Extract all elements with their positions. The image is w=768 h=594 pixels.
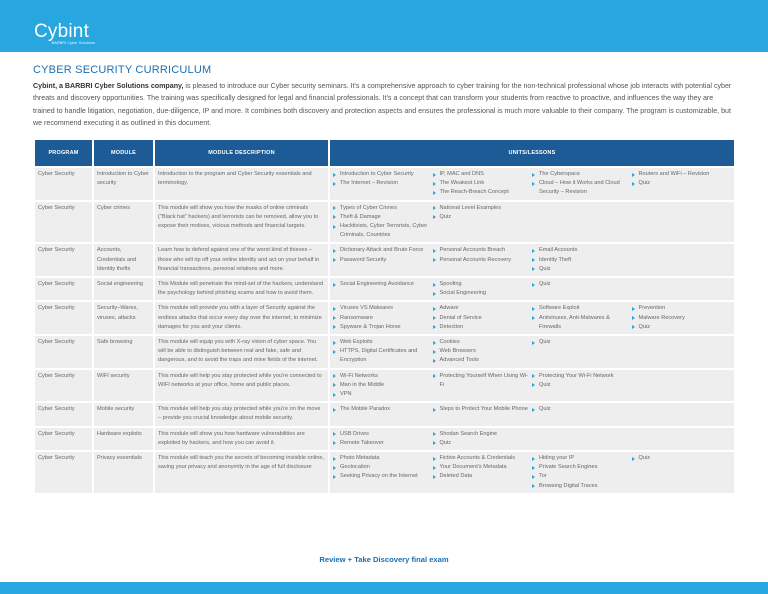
- lesson-column: [433, 338, 533, 366]
- module-cell: Introduction to Cyber security: [94, 168, 153, 200]
- bottom-banner: [0, 582, 768, 594]
- lesson-item: HTTPS, Digital Certificates and Encryption: [333, 347, 433, 365]
- lesson-column: [632, 170, 732, 198]
- units-cell: [330, 302, 734, 334]
- col-header-description: MODULE DESCRIPTION: [155, 140, 328, 166]
- lesson-item: Password Security: [333, 256, 433, 265]
- module-description-cell: This module will help you stay protected while you're connected to WIFI networks at your office, home and public places.: [155, 370, 328, 402]
- units-cell: [330, 278, 734, 300]
- table-row: [35, 202, 734, 243]
- lesson-item: Spyware & Trojan Horse: [333, 323, 433, 332]
- program-cell: Cyber Security: [35, 168, 92, 200]
- lesson-item: Types of Cyber Crimes: [333, 204, 433, 213]
- lesson-item: Quiz: [433, 213, 533, 222]
- lesson-item: Private Search Engines: [532, 463, 632, 472]
- units-cell: [330, 403, 734, 425]
- program-cell: Cyber Security: [35, 370, 92, 402]
- lesson-item: Your Document's Metadata: [433, 463, 533, 472]
- lesson-item: Steps to Protect Your Mobile Phone: [433, 405, 533, 414]
- logo-subtitle: BARBRI Cyber Solutions: [52, 41, 96, 45]
- table-row: [35, 278, 734, 300]
- lesson-item: Introduction to Cyber Security: [333, 170, 433, 179]
- module-description-cell: This Module will penetrate the mind-set of the hackers, understand the psychology behind phishing scams and how to avoid them.: [155, 278, 328, 300]
- lesson-column: [333, 204, 433, 241]
- lesson-column: [532, 430, 632, 448]
- lesson-column: [433, 405, 533, 414]
- lesson-item: USB Drives: [333, 430, 433, 439]
- module-description-cell: This module will show you how the masks of online criminals ("Black hat" hackers) and terrorists can be removed, allow you to expose their motives, vicious methods and financial targets.: [155, 202, 328, 243]
- lesson-item: Quiz: [532, 405, 632, 414]
- lesson-item: Antiviruses, Anti-Malwares & Firewalls: [532, 314, 632, 332]
- table-body: [35, 168, 734, 493]
- module-cell: Social engineering: [94, 278, 153, 300]
- lesson-item: The Cyberspace: [532, 170, 632, 179]
- lesson-item: Quiz: [532, 381, 632, 390]
- lesson-item: Man in the Middle: [333, 381, 433, 390]
- table-row: [35, 370, 734, 402]
- module-cell: Security–Wares, viruses, attacks: [94, 302, 153, 334]
- lesson-item: IP, MAC and DNS: [433, 170, 533, 179]
- lesson-item: Viruses VS Malwares: [333, 304, 433, 313]
- lesson-column: [632, 430, 732, 448]
- lesson-column: [532, 280, 632, 298]
- lesson-item: Detection: [433, 323, 533, 332]
- lesson-column: [532, 405, 632, 414]
- intro-company: Cybint, a BARBRI Cyber Solutions company,: [33, 82, 184, 90]
- module-cell: Hardware exploits: [94, 428, 153, 450]
- lesson-item: Denial of Service: [433, 314, 533, 323]
- lesson-item: Cookies: [433, 338, 533, 347]
- lesson-item: Web Browsers: [433, 347, 533, 356]
- lesson-item: Quiz: [632, 323, 732, 332]
- lesson-item: Theft & Damage: [333, 213, 433, 222]
- lesson-column: [632, 338, 732, 366]
- module-description-cell: This module will provide you with a layer of Security against the endless attacks that occur every day over the internet, to minimize damages for you and your clients.: [155, 302, 328, 334]
- lesson-column: [532, 246, 632, 274]
- lesson-item: Social Engineering Avoidance: [333, 280, 433, 289]
- lesson-item: Seeking Privacy on the Internet: [333, 472, 433, 481]
- module-cell: Safe browsing: [94, 336, 153, 368]
- cybint-logo[interactable]: Cybint: [34, 21, 90, 42]
- lesson-item: Cloud – How it Works and Cloud Security – Revision: [532, 179, 632, 197]
- lesson-item: Fictive Accounts & Credentials: [433, 454, 533, 463]
- lesson-item: Quiz: [532, 338, 632, 347]
- module-description-cell: Introduction to the program and Cyber Security essentials and terminology.: [155, 168, 328, 200]
- lesson-item: Shodan Search Engine: [433, 430, 533, 439]
- table-header-row: [35, 140, 734, 166]
- table-row: [35, 428, 734, 450]
- lesson-item: Tor: [532, 472, 632, 481]
- units-cell: [330, 428, 734, 450]
- lesson-column: [532, 338, 632, 366]
- lesson-column: [333, 170, 433, 198]
- lesson-column: [632, 280, 732, 298]
- lesson-column: [333, 246, 433, 274]
- lesson-item: The Weakest Link: [433, 179, 533, 188]
- col-header-program: PROGRAM: [35, 140, 92, 166]
- lesson-item: Social Engineering: [433, 289, 533, 298]
- module-cell: Cyber crimes: [94, 202, 153, 243]
- intro-text: is pleased to introduce our Cyber security seminars. It's a comprehensive approach to cyber training for the non-technical professional whose job interacts with potential cyber threats and discovery opportunities. The training was specifically designed for legal and financial professionals. It's a concept that can transform your students from reactive to proactive, and influences the way they are trained to handle litigation, negotiation, due-diligence, IP and more. It combines both discovery and protection aspects and ensures the professional is much more valuable to their company. The program is customizable, but we recommend executing it as outlined in this document.: [33, 82, 732, 128]
- lesson-item: Prevention: [632, 304, 732, 313]
- lesson-item: Protecting Yourself When Using Wi-Fi: [433, 372, 533, 390]
- program-cell: Cyber Security: [35, 336, 92, 368]
- lesson-item: Advanced Tools: [433, 356, 533, 365]
- lesson-item: Wi-Fi Networks: [333, 372, 433, 381]
- lesson-column: [433, 372, 533, 400]
- module-description-cell: This module will show you how hardware vulnerabilities are exploited by hackers, and how you can avoid it.: [155, 428, 328, 450]
- module-cell: WIFI security: [94, 370, 153, 402]
- lesson-column: [433, 170, 533, 198]
- program-cell: Cyber Security: [35, 278, 92, 300]
- units-cell: [330, 202, 734, 243]
- lesson-column: [433, 204, 533, 241]
- lesson-column: [532, 454, 632, 491]
- program-cell: Cyber Security: [35, 202, 92, 243]
- lesson-item: Spoofing: [433, 280, 533, 289]
- intro-paragraph: [33, 80, 735, 130]
- lesson-item: Dictionary Attack and Brute Force: [333, 246, 433, 255]
- lesson-column: [632, 204, 732, 241]
- lesson-item: Photo Metadata: [333, 454, 433, 463]
- lesson-item: Personal Accounts Recovery: [433, 256, 533, 265]
- units-cell: [330, 168, 734, 200]
- module-cell: Privacy essentials: [94, 452, 153, 493]
- lesson-column: [632, 454, 732, 491]
- table-row: [35, 302, 734, 334]
- lesson-item: Quiz: [433, 439, 533, 448]
- table-row: [35, 336, 734, 368]
- lesson-column: [433, 280, 533, 298]
- lesson-item: Identity Theft: [532, 256, 632, 265]
- units-cell: [330, 336, 734, 368]
- table-row: [35, 168, 734, 200]
- lesson-item: Hiding your IP: [532, 454, 632, 463]
- lesson-item: National Level Examples: [433, 204, 533, 213]
- col-header-module: MODULE: [94, 140, 153, 166]
- lesson-column: [632, 405, 732, 414]
- lesson-column: [333, 430, 433, 448]
- lesson-column: [433, 246, 533, 274]
- lesson-item: Deleted Data: [433, 472, 533, 481]
- program-cell: Cyber Security: [35, 403, 92, 425]
- module-description-cell: This module will help you stay protected while you're on the move – provide you crucial knowledge about mobile security.: [155, 403, 328, 425]
- program-cell: Cyber Security: [35, 302, 92, 334]
- lesson-column: [632, 246, 732, 274]
- lesson-item: Adware: [433, 304, 533, 313]
- module-description-cell: This module will equip you with X-ray vision of cyber space. You will be able to distinguish between real and fake, safe and dangerous, and to avoid the traps and mine fields of the internet.: [155, 336, 328, 368]
- lesson-item: Protecting Your Wi-Fi Network: [532, 372, 632, 381]
- lesson-item: VPN: [333, 390, 433, 399]
- lesson-item: The Mobile Paradox: [333, 405, 433, 414]
- lesson-item: Geolocation: [333, 463, 433, 472]
- lesson-column: [333, 454, 433, 491]
- lesson-item: The Reach-Breach Concept: [433, 188, 533, 197]
- table-row: [35, 403, 734, 425]
- lesson-column: [532, 170, 632, 198]
- lesson-item: Quiz: [532, 265, 632, 274]
- lesson-item: Ransomware: [333, 314, 433, 323]
- lesson-column: [632, 304, 732, 332]
- lesson-column: [333, 405, 433, 414]
- lesson-item: Quiz: [632, 454, 732, 463]
- lesson-column: [333, 338, 433, 366]
- module-description-cell: This module will teach you the secrets of becoming invisible online, saving your privacy and anonymity in the age of full disclosure: [155, 452, 328, 493]
- lesson-item: Personal Accounts Breach: [433, 246, 533, 255]
- units-cell: [330, 452, 734, 493]
- lesson-item: Hacktivists, Cyber Terrorists, Cyber Criminals, Countries: [333, 222, 433, 240]
- lesson-column: [333, 372, 433, 400]
- page-title: CYBER SECURITY CURRICULUM: [33, 64, 212, 76]
- lesson-item: Browsing Digital Traces: [532, 482, 632, 491]
- lesson-column: [532, 304, 632, 332]
- lesson-item: Software Exploit: [532, 304, 632, 313]
- program-cell: Cyber Security: [35, 452, 92, 493]
- lesson-column: [333, 304, 433, 332]
- units-cell: [330, 370, 734, 402]
- program-cell: Cyber Security: [35, 244, 92, 276]
- col-header-units: UNITS/LESSONS: [330, 140, 734, 166]
- lesson-column: [532, 372, 632, 400]
- lesson-column: [433, 430, 533, 448]
- lesson-column: [333, 280, 433, 298]
- units-cell: [330, 244, 734, 276]
- lesson-item: Email Accounts: [532, 246, 632, 255]
- lesson-item: Quiz: [532, 280, 632, 289]
- lesson-item: Remote Takeover: [333, 439, 433, 448]
- final-exam-note: Review + Take Discovery final exam: [319, 555, 449, 564]
- top-banner: [0, 0, 768, 52]
- module-cell: Mobile security: [94, 403, 153, 425]
- curriculum-table: [33, 138, 736, 495]
- lesson-item: Malware Recovery: [632, 314, 732, 323]
- lesson-column: [433, 304, 533, 332]
- lesson-item: Web Exploits: [333, 338, 433, 347]
- lesson-column: [433, 454, 533, 491]
- lesson-column: [532, 204, 632, 241]
- lesson-item: Quiz: [632, 179, 732, 188]
- program-cell: Cyber Security: [35, 428, 92, 450]
- lesson-column: [632, 372, 732, 400]
- lesson-item: The Internet – Revision: [333, 179, 433, 188]
- lesson-item: Routers and WiFi – Revision: [632, 170, 732, 179]
- table-row: [35, 452, 734, 493]
- module-cell: Accounts, Credentials and Identity thefts: [94, 244, 153, 276]
- table-row: [35, 244, 734, 276]
- module-description-cell: Learn how to defend against one of the worst kind of thieves – those who will rip off your online identity and act on your behalf in financial transactions, personal relations and more.: [155, 244, 328, 276]
